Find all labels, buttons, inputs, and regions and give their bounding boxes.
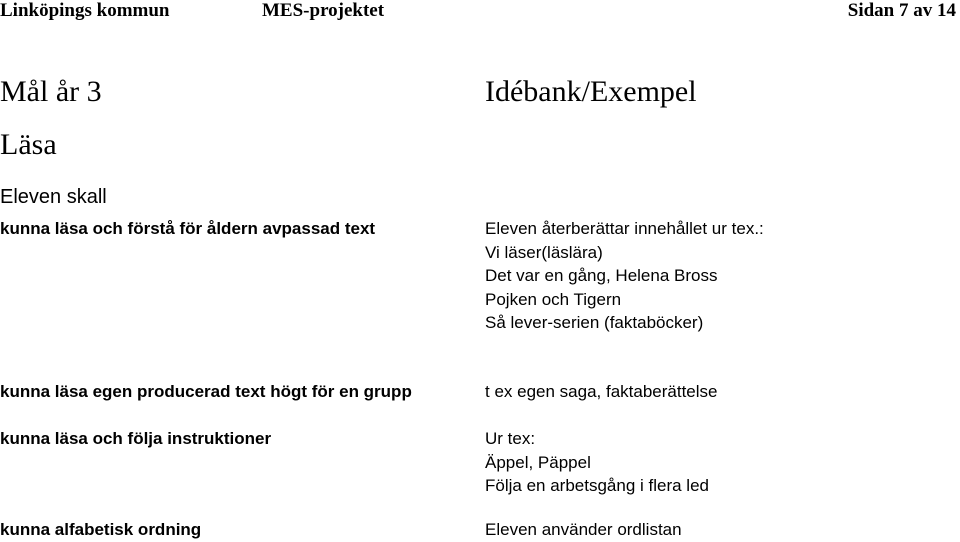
header-project: MES-projektet	[262, 0, 385, 21]
goal-3: kunna läsa och följa instruktioner	[0, 429, 272, 448]
heading-goals: Mål år 3	[0, 75, 102, 108]
goal-2: kunna läsa egen producerad text högt för en grupp	[0, 382, 412, 401]
example-line: Det var en gång, Helena Bross	[485, 266, 718, 285]
example-line: t ex egen saga, faktaberättelse	[485, 382, 718, 401]
header-page-number: Sidan 7 av 14	[847, 0, 956, 21]
example-line: Följa en arbetsgång i flera led	[485, 476, 709, 495]
header-municipality: Linköpings kommun	[0, 0, 170, 21]
example-line: Så lever-serien (faktaböcker)	[485, 313, 704, 332]
heading-ideabank: Idébank/Exempel	[485, 75, 697, 108]
section-title: Läsa	[0, 128, 57, 161]
example-line: Äppel, Päppel	[485, 453, 591, 472]
goal-4: kunna alfabetisk ordning	[0, 520, 202, 539]
example-line: Vi läser(läslära)	[485, 243, 603, 262]
example-line: Eleven återberättar innehållet ur tex.:	[485, 219, 764, 238]
goal-1: kunna läsa och förstå för åldern avpassad text	[0, 219, 376, 238]
example-line: Eleven använder ordlistan	[485, 520, 682, 539]
section-subtitle: Eleven skall	[0, 186, 107, 208]
example-line: Pojken och Tigern	[485, 290, 622, 309]
example-line: Ur tex:	[485, 429, 536, 448]
